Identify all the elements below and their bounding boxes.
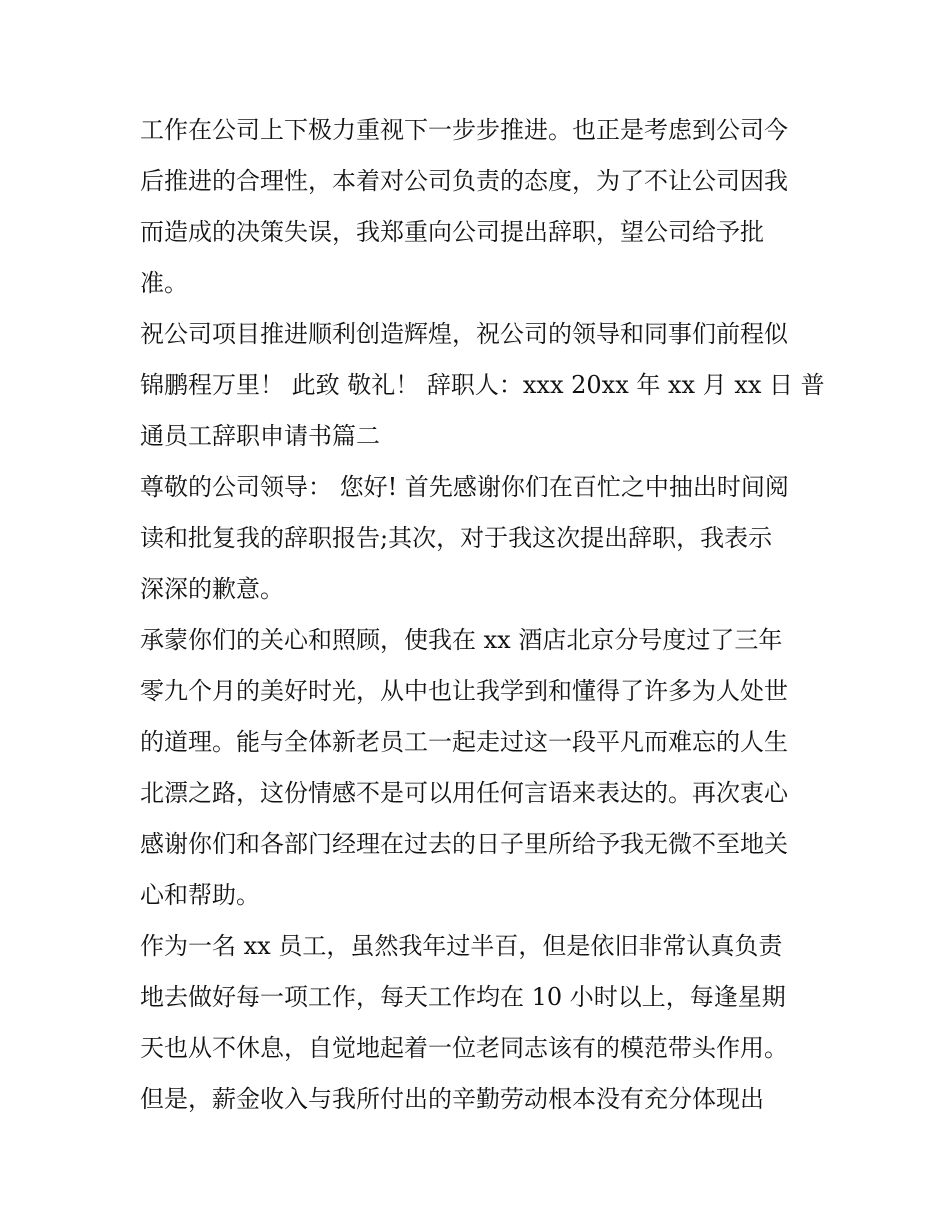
document-body <box>140 105 825 1125</box>
text-line: 祝公司项目推进顺利创造辉煌，祝公司的领导和同事们前程似 <box>140 320 788 348</box>
text-line: 准。 <box>140 269 188 297</box>
text-line: 工作在公司上下极力重视下一步步推进。也正是考虑到公司今 <box>140 116 788 144</box>
text-line: 地去做好每一项工作，每天工作均在 10 小时以上，每逢星期 <box>140 983 786 1011</box>
text-line: 锦鹏程万里！ 此致 敬礼！ 辞职人：xxx 20xx 年 xx 月 xx 日 普 <box>140 371 825 399</box>
text-line: 的道理。能与全体新老员工一起走过这一段平凡而难忘的人生 <box>140 728 788 756</box>
text-line: 北漂之路，这份情感不是可以用任何言语来表达的。再次衷心 <box>140 779 788 807</box>
text-line: 心和帮助。 <box>140 881 260 909</box>
text-line: 深深的歉意。 <box>140 575 284 603</box>
text-line: 读和批复我的辞职报告;其次，对于我这次提出辞职，我表示 <box>140 524 773 552</box>
text-line: 零九个月的美好时光，从中也让我学到和懂得了许多为人处世 <box>140 677 788 705</box>
text-line: 承蒙你们的关心和照顾，使我在 xx 酒店北京分号度过了三年 <box>140 626 783 654</box>
text-line: 通员工辞职申请书篇二 <box>140 422 380 450</box>
text-line: 作为一名 xx 员工，虽然我年过半百，但是依旧非常认真负责 <box>140 932 783 960</box>
text-line: 后推进的合理性，本着对公司负责的态度，为了不让公司因我 <box>140 167 788 195</box>
text-line: 而造成的决策失误，我郑重向公司提出辞职，望公司给予批 <box>140 218 764 246</box>
text-line: 天也从不休息，自觉地起着一位老同志该有的模范带头作用。 <box>140 1034 788 1062</box>
text-line: 尊敬的公司领导： 您好! 首先感谢你们在百忙之中抽出时间阅 <box>140 473 789 501</box>
text-line: 但是，薪金收入与我所付出的辛勤劳动根本没有充分体现出 <box>140 1085 764 1113</box>
text-line: 感谢你们和各部门经理在过去的日子里所给予我无微不至地关 <box>140 830 788 858</box>
